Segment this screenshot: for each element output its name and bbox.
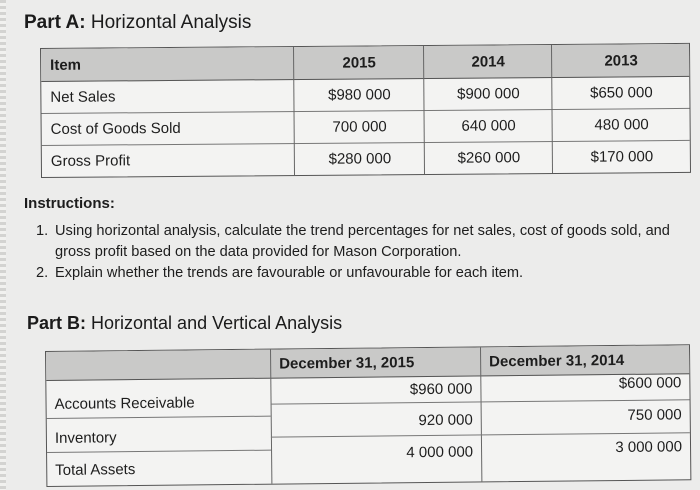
list-item — [36, 221, 700, 263]
net-sales-2013: $650 000 — [551, 76, 690, 109]
horizontal-vertical-analysis-table — [45, 344, 691, 487]
inventory-2014: 750 000 — [627, 405, 682, 424]
instructions-label: Instructions: — [24, 195, 115, 212]
instruction-text-line: Using horizontal analysis, calculate the trend percentages for net sales, cost of goods sold, and — [55, 223, 670, 239]
gross-profit-2014: $260 000 — [424, 141, 553, 174]
list-item — [36, 263, 700, 284]
row-item-cogs: Cost of Goods Sold — [50, 119, 181, 138]
gross-profit-2013: $170 000 — [552, 140, 691, 173]
row-item-total-assets: Total Assets — [55, 460, 136, 479]
cogs-2015: 700 000 — [294, 110, 425, 143]
accounts-receivable-2015: $960 000 — [409, 380, 473, 398]
list-number: 2. — [36, 265, 49, 281]
table-row — [42, 140, 690, 177]
list-number: 1. — [36, 223, 49, 239]
net-sales-2014: $900 000 — [423, 77, 552, 110]
row-item-inventory: Inventory — [54, 428, 117, 447]
total-assets-2015: 4 000 000 — [406, 443, 474, 461]
header-2015: 2015 — [293, 46, 424, 79]
page-binding-edge — [0, 0, 6, 490]
instructions-list — [36, 221, 700, 284]
part-a-title: Part A: Horizontal Analysis — [24, 12, 252, 33]
inventory-2015: 920 000 — [418, 411, 473, 429]
cogs-2013: 480 000 — [551, 108, 690, 141]
header-2014: 2014 — [423, 45, 552, 78]
accounts-receivable-2014: $600 000 — [618, 373, 682, 392]
total-assets-2014: 3 000 000 — [615, 437, 683, 456]
header-2013: 2013 — [551, 44, 690, 77]
row-item-accounts-receivable: Accounts Receivable — [54, 393, 195, 413]
horizontal-analysis-table — [40, 43, 691, 178]
gross-profit-2015: $280 000 — [294, 142, 425, 175]
cogs-2014: 640 000 — [423, 109, 552, 142]
instruction-text-line: Explain whether the trends are favourable or unfavourable for each item. — [55, 265, 524, 281]
header-dec-2015: December 31, 2015 — [270, 347, 480, 377]
row-item-gross-profit: Gross Profit — [50, 151, 131, 170]
header-item: Item — [50, 56, 82, 74]
header-item — [46, 350, 270, 380]
header-dec-2014: December 31, 2014 — [480, 345, 689, 375]
net-sales-2015: $980 000 — [293, 78, 424, 111]
instruction-text-line: gross profit based on the data provided for Mason Corporation. — [55, 244, 462, 260]
row-item-net-sales: Net Sales — [50, 87, 116, 106]
part-b-title: Part B: Horizontal and Vertical Analysis — [27, 313, 343, 333]
